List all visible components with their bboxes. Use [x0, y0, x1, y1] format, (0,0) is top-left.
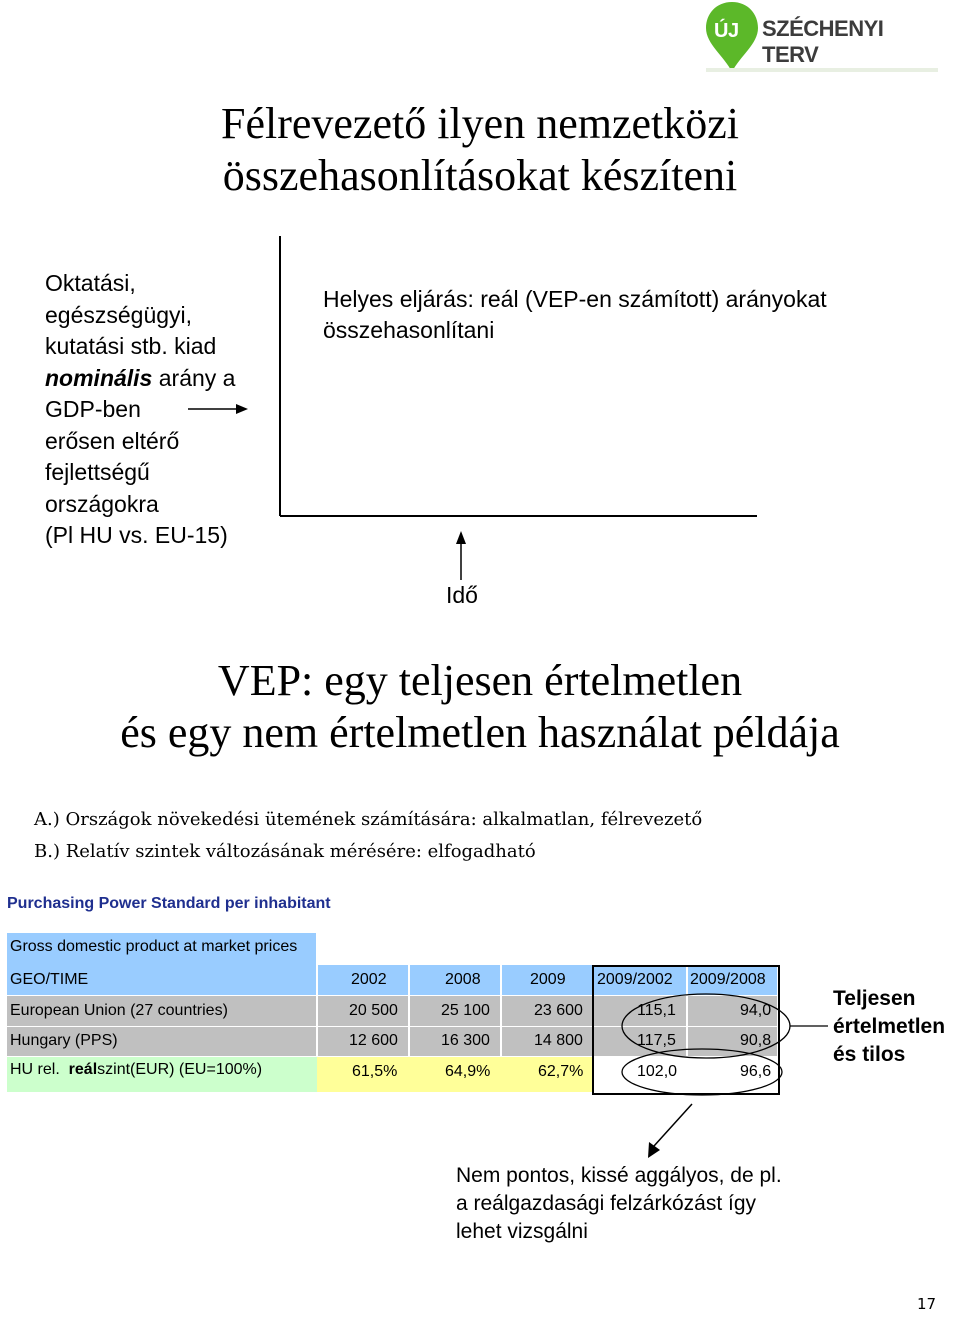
title-2-line-2: és egy nem értelmetlen használat példája [120, 708, 840, 757]
row-rel-2008: 64,9% [445, 1063, 491, 1080]
left-line-6: erősen eltérő [45, 427, 180, 454]
diagram-right-line-2: összehasonlítani [323, 317, 495, 343]
bottom-note-line-2: a reálgazdasági felzárkózást így [456, 1192, 756, 1215]
row-eu-2002: 20 500 [349, 1002, 398, 1019]
row-rel-label-pre: HU rel. [10, 1061, 60, 1078]
table-caption: Purchasing Power Standard per inhabitant [7, 895, 331, 912]
table-subtitle: Gross domestic product at market prices [10, 938, 298, 955]
row-rel-2009: 62,7% [538, 1063, 584, 1080]
bottom-arrow-line [654, 1104, 692, 1146]
left-line-7: fejlettségű [45, 459, 150, 485]
row-rel-2002: 61,5% [352, 1063, 398, 1080]
row-eu-ratio-2: 94,0 [740, 1002, 772, 1019]
logo-uj: ÚJ [714, 20, 739, 42]
point-b: B.) Relatív szintek változásának mérésére: elfogadható [34, 841, 536, 862]
row-rel-ratio-2: 96,6 [740, 1063, 772, 1080]
row-hu-2002: 12 600 [349, 1032, 398, 1049]
bottom-note-line-3: lehet vizsgálni [456, 1220, 588, 1243]
title-1-line-2: összehasonlításokat készíteni [222, 151, 738, 200]
left-line-4-rest: arány a [158, 364, 236, 391]
side-note-line-2: értelmetlen [833, 1015, 946, 1038]
page-number: 17 [917, 1295, 937, 1313]
point-a: A.) Országok növekedési ütemének számítására: alkalmatlan, félrevezető [34, 809, 703, 830]
left-line-3: kutatási stb. kiad [45, 333, 217, 359]
row-eu-2009: 23 600 [534, 1002, 583, 1019]
left-line-8: országokra [45, 490, 159, 517]
title-1-line-1: Félrevezető ilyen nemzetközi [221, 99, 739, 148]
emphasis-nominalis: nominális [45, 364, 153, 391]
header-geo-time: GEO/TIME [10, 971, 89, 988]
left-line-2: egészségügyi, [45, 301, 193, 328]
header-2009-2008: 2009/2008 [690, 971, 766, 988]
row-rel-label-bold: reál [68, 1061, 98, 1078]
row-eu-label: European Union (27 countries) [10, 1002, 228, 1019]
row-rel-ratio-1: 102,0 [637, 1063, 678, 1080]
bottom-note-line-1: Nem pontos, kissé aggályos, de pl. [456, 1164, 782, 1187]
diagram-right-line-1: Helyes eljárás: reál (VEP-en számított) arányokat [323, 286, 827, 312]
logo-text: SZÉCHENYI TERV [762, 16, 884, 67]
side-note-line-3: és tilos [833, 1043, 906, 1066]
header-2009: 2009 [530, 971, 566, 988]
row-eu-ratio-1: 115,1 [637, 1002, 676, 1019]
header-2008: 2008 [445, 971, 481, 988]
header-2009-2002: 2009/2002 [597, 971, 673, 988]
side-note-line-1: Teljesen [833, 987, 916, 1010]
header-2002: 2002 [351, 971, 387, 988]
bottom-arrow-head [648, 1142, 660, 1158]
row-hu-ratio-1: 117,5 [637, 1032, 676, 1049]
row-hu-2009: 14 800 [534, 1032, 583, 1049]
row-hu-label: Hungary (PPS) [10, 1032, 118, 1049]
row-rel-label-post: szint(EUR) (EU=100%) [97, 1061, 263, 1078]
row-hu-2008: 16 300 [441, 1032, 490, 1049]
left-line-5: GDP-ben [45, 396, 141, 422]
title-2-line-1: VEP: egy teljesen értelmetlen [217, 656, 743, 705]
side-note [833, 985, 945, 1069]
bottom-note [456, 1162, 782, 1246]
left-line-1: Oktatási, [45, 270, 136, 296]
row-eu-2008: 25 100 [441, 1002, 490, 1019]
ratio-ellipse-bottom [622, 1049, 782, 1095]
row-hu-ratio-2: 90,8 [740, 1032, 772, 1049]
time-label: Idő [446, 582, 478, 608]
left-line-9: (Pl HU vs. EU-15) [45, 522, 228, 548]
